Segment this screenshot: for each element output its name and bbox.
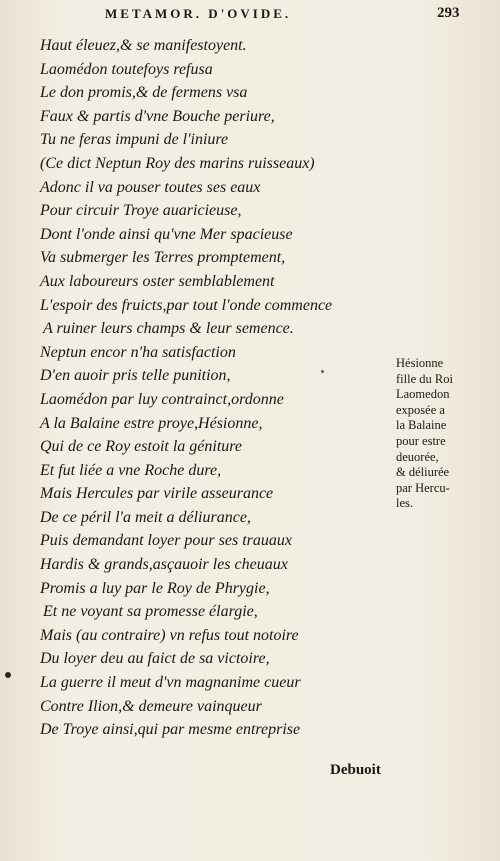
verse-block	[40, 34, 400, 742]
verse-line: A ruiner leurs champs & leur semence.	[43, 320, 294, 338]
margin-note-line: Laomedon	[396, 387, 450, 402]
verse-line: Va submerger les Terres promptement,	[40, 249, 286, 267]
verse-line: Neptun encor n'ha satisfaction	[40, 343, 236, 361]
verse-line: De Troye ainsi,qui par mesme entreprise	[40, 721, 301, 739]
verse-line: Le don promis,& de fermens vsa	[40, 84, 248, 102]
verse-line: Haut éleuez,& se manifestoyent.	[40, 37, 247, 54]
verse-line: A la Balaine estre proye,Hésionne,	[40, 414, 263, 432]
verse-line: Hardis & grands,asçauoir les cheuaux	[40, 556, 288, 574]
margin-note-line: par Hercu-	[396, 480, 450, 495]
verse-line: Tu ne feras impuni de l'iniure	[40, 131, 229, 149]
verse-line: Pour circuir Troye auaricieuse,	[40, 202, 242, 220]
margin-note-line: exposée a	[396, 402, 445, 417]
verse-line: Mais Hercules par virile asseurance	[40, 485, 274, 503]
margin-note-line: fille du Roi	[396, 371, 453, 386]
margin-note-line: pour estre	[396, 433, 446, 448]
verse-line: Et ne voyant sa promesse élargie,	[43, 603, 258, 621]
verse-line: Faux & partis d'vne Bouche periure,	[40, 107, 275, 125]
verse-line: Contre Ilion,& demeure vainqueur	[40, 697, 262, 715]
verse-line: L'espoir des fruicts,par tout l'onde commence	[40, 296, 333, 314]
catchword: Debuoit	[330, 762, 381, 778]
margin-note	[396, 356, 496, 512]
margin-bullet-mark	[5, 672, 11, 678]
verse-line: Du loyer deu au faict de sa victoire,	[40, 650, 270, 668]
margin-note-line: & déliurée	[396, 465, 450, 480]
verse-line: Promis a luy par le Roy de Phrygie,	[40, 579, 270, 597]
verse-line: D'en auoir pris telle punition,	[40, 367, 231, 385]
verse-line: Mais (au contraire) vn refus tout notoire	[40, 626, 299, 644]
verse-line: La guerre il meut d'vn magnanime cueur	[40, 674, 301, 692]
verse-line: Aux laboureurs oster semblablement	[40, 272, 275, 290]
margin-note-line: deuorée,	[396, 449, 439, 464]
verse-line: Adonc il va pouser toutes ses eaux	[40, 178, 261, 196]
margin-note-line: Hésionne	[396, 356, 444, 370]
verse-line: Puis demandant loyer pour ses trauaux	[40, 532, 292, 550]
verse-line: Qui de ce Roy estoit la géniture	[40, 438, 243, 456]
verse-line: De ce péril l'a meit a déliurance,	[40, 508, 251, 526]
page-number: 293	[437, 5, 460, 21]
margin-note-line: les.	[396, 496, 414, 511]
verse-line: Dont l'onde ainsi qu'vne Mer spacieuse	[40, 225, 293, 243]
verse-line: (Ce dict Neptun Roy des marins ruisseaux)	[40, 154, 315, 172]
verse-line: Laomédon par luy contrainct,ordonne	[40, 390, 284, 408]
margin-note-line: la Balaine	[396, 418, 447, 433]
running-title: METAMOR. D'OVIDE.	[105, 6, 292, 21]
verse-line: Et fut liée a vne Roche dure,	[40, 461, 222, 479]
verse-line: Laomédon toutefoys refusa	[40, 60, 213, 78]
